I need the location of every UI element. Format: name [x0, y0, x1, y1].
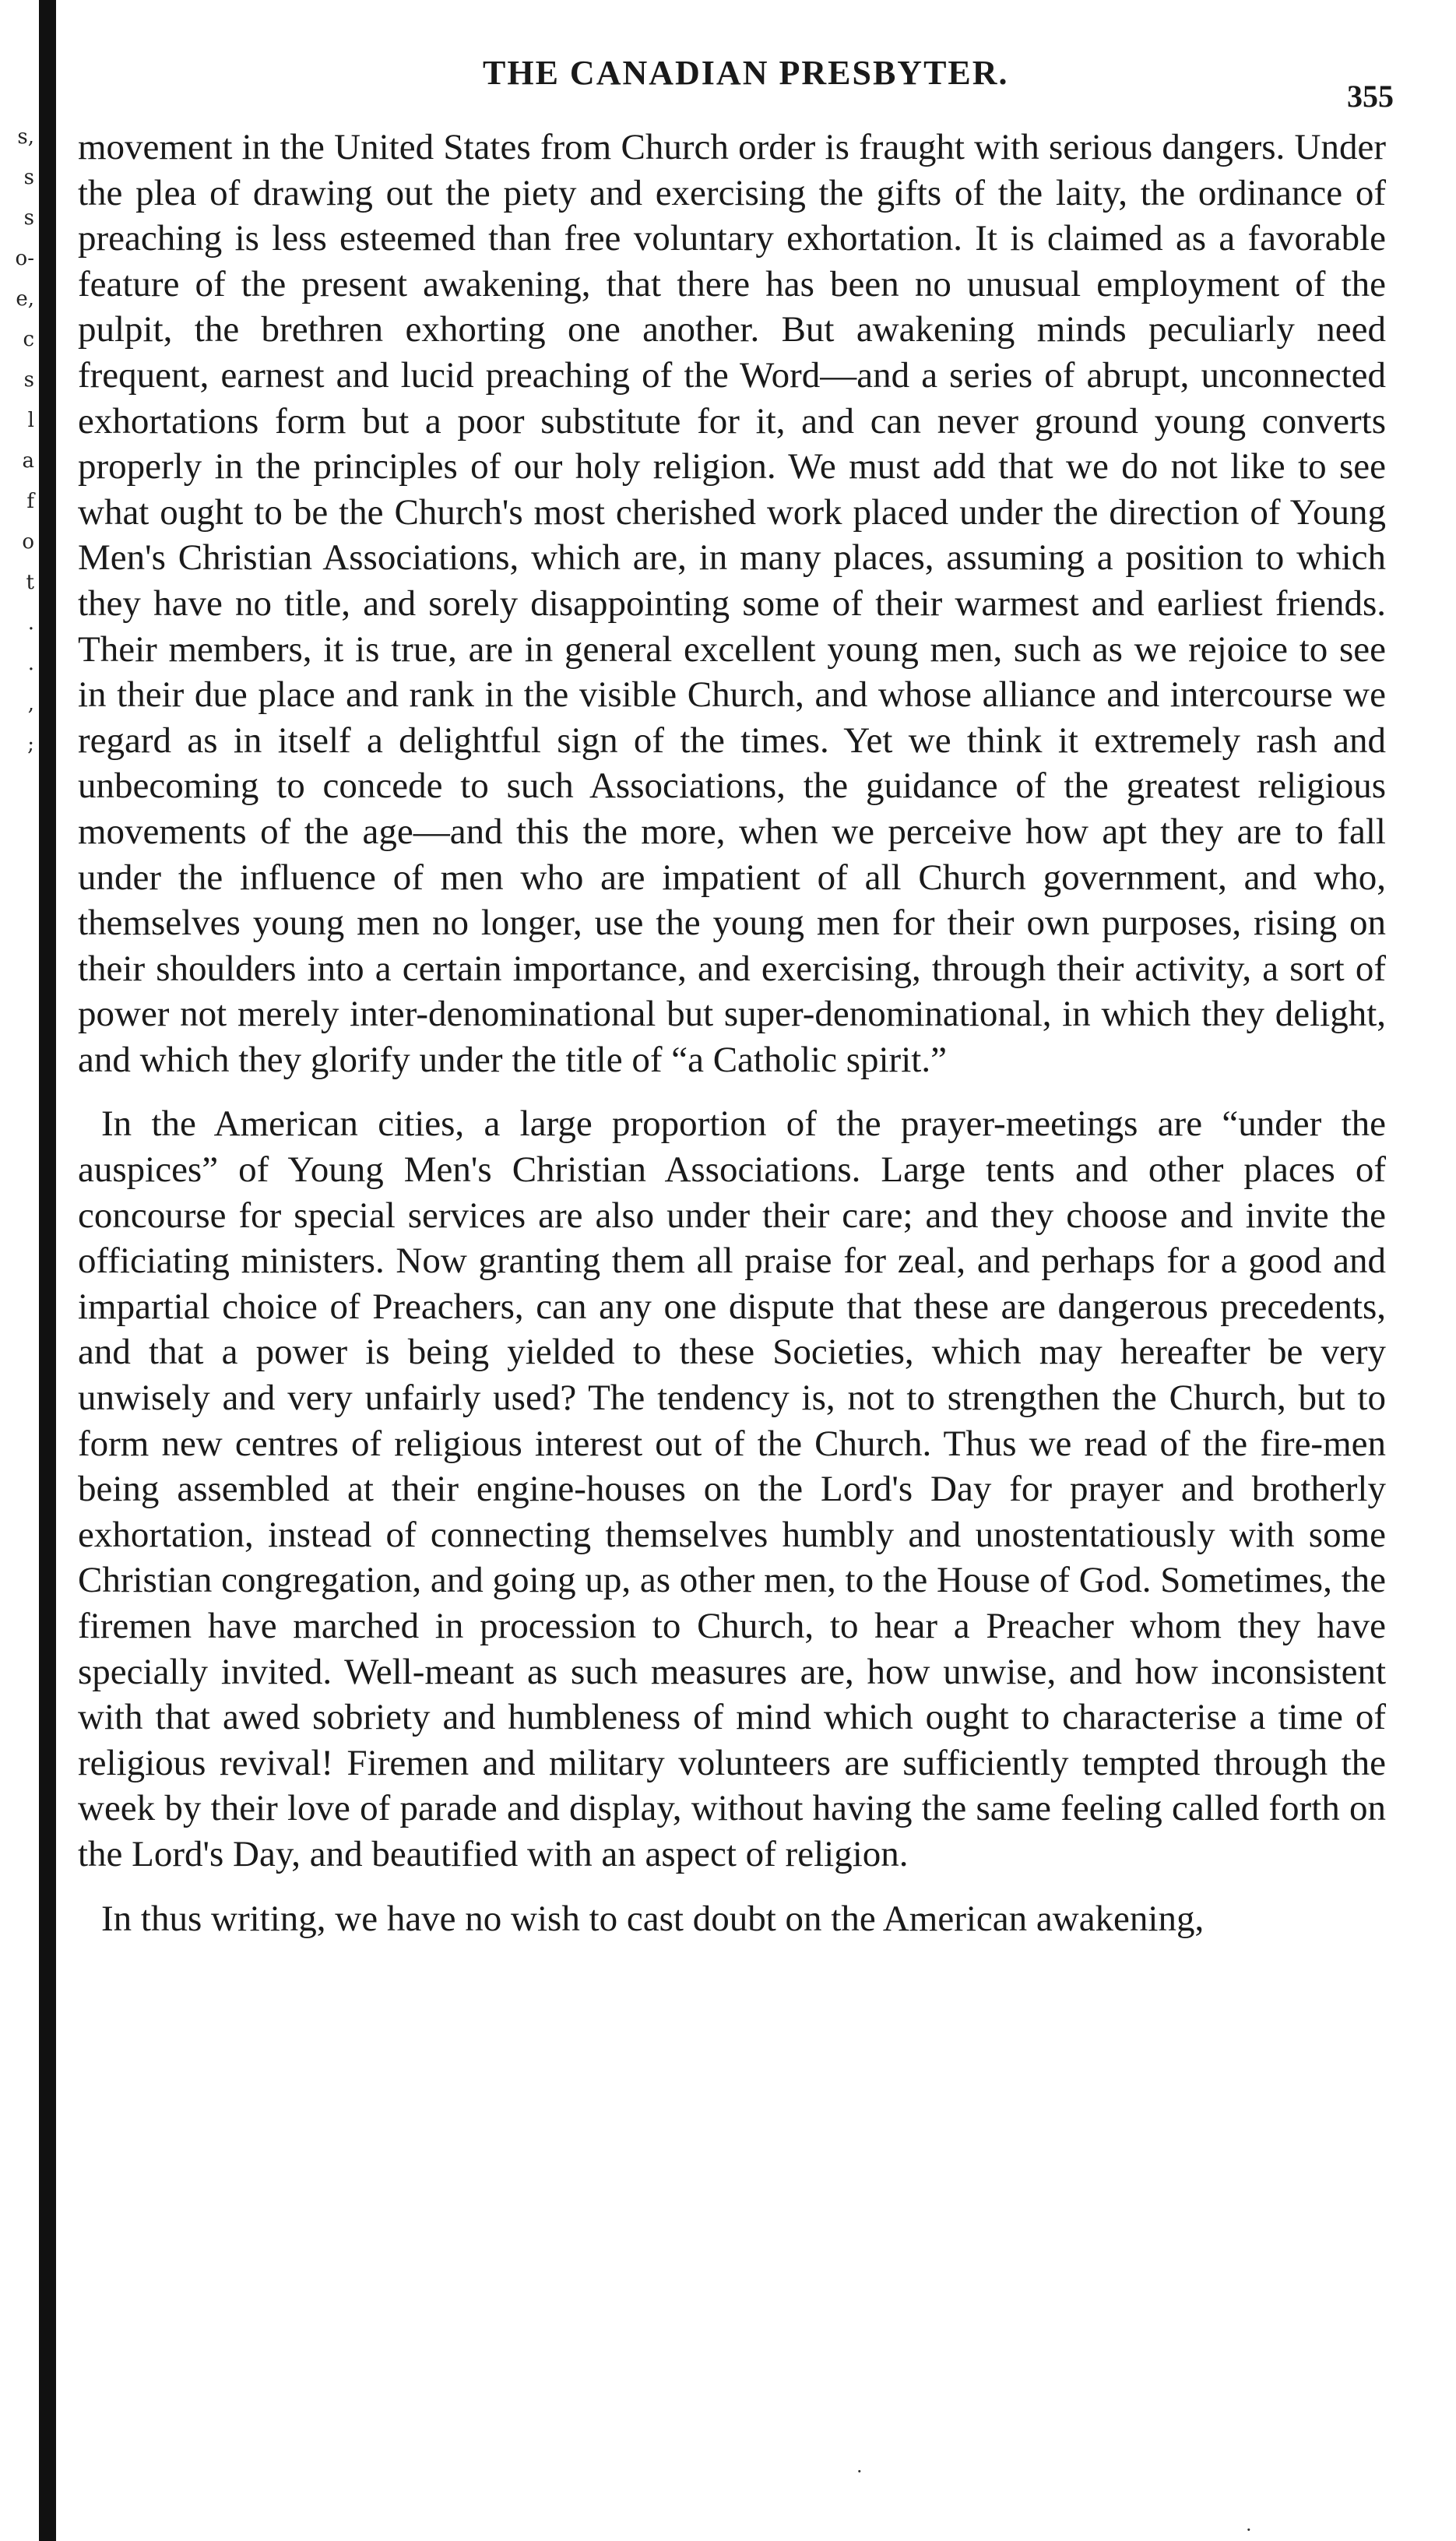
margin-fragment: c — [23, 328, 34, 351]
ink-speck: · — [856, 2461, 863, 2483]
margin-fragment: e, — [16, 287, 34, 311]
margin-fragment: s — [23, 368, 34, 392]
previous-page-margin-fragments — [0, 117, 34, 973]
margin-fragment: . — [27, 611, 34, 635]
margin-fragment: , — [27, 692, 34, 716]
margin-fragment: l — [27, 409, 34, 432]
margin-fragment: . — [27, 652, 34, 675]
margin-fragment: ; — [27, 733, 34, 756]
article-body — [78, 125, 1386, 1960]
paragraph-2: In the American cities, a large proportion of the prayer-meetings are “under the auspices” of Young Men's Christian Associations. Large tents and other places of concourse for special services are also under their care; and they choose and invite the officiating ministers. Now granting them all praise for zeal, and perhaps for a good and impartial choice of Preachers, can any one dispute that these are dangerous precedents, and that a power is being yielded to these Societies, which may hereafter be very unwisely and very unfairly used? The tendency is, not to strengthen the Church, but to form new centres of religious interest out of the Church. Thus we read of the fire-men being assembled at their engine-houses on the Lord's Day for prayer and brotherly exhortation, instead of connecting themselves humbly and unostentatiously with some Christian congregation, and going up, as other men, to the House of God. Sometimes, the firemen have marched in procession to Church, to hear a Preacher whom they have specially invited. Well-meant as such measures are, how unwise, and how inconsistent with that awed sobriety and humbleness of mind which ought to characterise a time of religious revival! Firemen and military volunteers are sufficiently tempted through the week by their love of parade and display, without having the same feeling called forth on the Lord's Day, and beautified with an aspect of religion. — [78, 1103, 1386, 1874]
margin-fragment: o — [22, 530, 34, 554]
margin-fragment: a — [22, 449, 34, 473]
margin-fragment: s — [23, 166, 34, 189]
margin-fragment: t — [26, 571, 34, 594]
ink-speck: · — [1246, 2519, 1252, 2541]
margin-fragment: o- — [15, 247, 34, 270]
margin-fragment: f — [26, 490, 34, 513]
page-number: 355 — [1347, 79, 1394, 114]
running-title: THE CANADIAN PRESBYTER. — [483, 54, 1009, 92]
paragraph-1: movement in the United States from Church order is fraught with serious dangers. Under the plea of drawing out the piety and exercising the gifts of the laity, the ordinance of preaching is less esteemed than free voluntary exhortation. It is claimed as a favorable feature of the present awakening, that there has been no unusual employment of the pulpit, the brethren exhorting one another. But awakening minds peculiarly need frequent, earnest and lucid preaching of the Word—and a series of abrupt, unconnected exhortations form but a poor substitute for it, and can never ground young converts properly in the principles of our holy religion. We must add that we do not like to see what ought to be the Church's most cherished work placed under the direction of Young Men's Christian Associations, which are, in many places, assuming a position to which they have no title, and sorely disappointing some of their warmest and earliest friends. Their members, it is true, are in general excellent young men, such as we rejoice to see in their due place and rank in the visible Church, and whose alliance and intercourse we regard as in itself a delightful sign of the times. Yet we think it extremely rash and unbecoming to concede to such Associations, the guidance of the greatest religious movements of the age—and this the more, when we perceive how apt they are to fall under the influence of men who are impatient of all Church government, and who, themselves young men no longer, use the young men for their own purposes, rising on their shoulders into a certain importance, and exercising, through their activity, a sort of power not merely inter-denominational but super-denominational, in which they delight, and which they glorify under the title of “a Catholic spirit.” — [78, 127, 1386, 1080]
margin-fragment: s — [23, 206, 34, 230]
binding-edge — [39, 0, 56, 2541]
paragraph-3: In thus writing, we have no wish to cast doubt on the American awakening, — [101, 1898, 1205, 1939]
margin-fragment: s, — [17, 125, 34, 149]
